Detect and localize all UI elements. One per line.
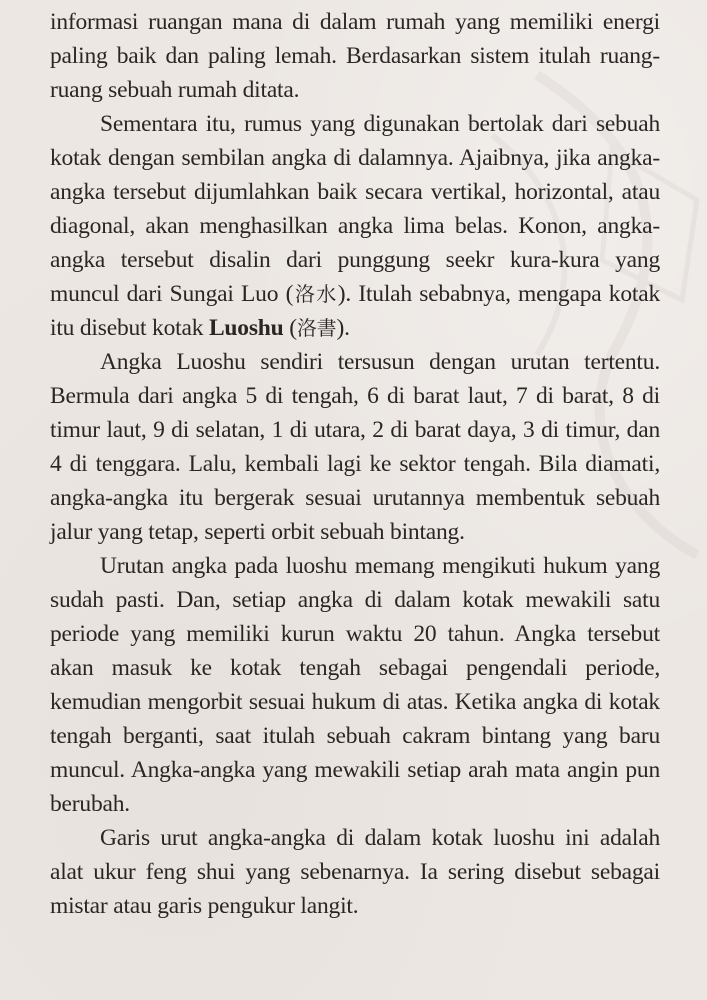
- paragraph-2-segment-5: (: [283, 315, 297, 341]
- paragraph-2-segment-3: ). Itulah sebabnya, mengapa kotak itu disebut kotak: [50, 281, 660, 341]
- paragraph-2: [50, 107, 660, 345]
- paragraph-4-segment-1: Urutan angka pada luoshu memang mengikuti hukum yang sudah pasti. Dan, setiap angka di dalam kotak mewakili satu periode yang memiliki kurun waktu 20 tahun. Angka tersebut akan masuk ke kotak tengah sebagai pengendali periode, kemudian mengorbit sesuai hukum di atas. Ketika angka di kotak tengah berganti, saat itulah sebuah cakram bintang yang baru muncul. Angka-angka yang mewakili setiap arah mata angin pun berubah.: [50, 553, 660, 817]
- paragraph-2-segment-6: 洛書: [296, 316, 337, 340]
- paragraph-2-segment-7: ).: [336, 315, 350, 341]
- paragraph-2-segment-1: Sementara itu, rumus yang digunakan bertolak dari sebuah kotak dengan sembilan angka di dalamnya. Ajaibnya, jika angka-angka tersebut dijumlahkan baik secara vertikal, horizontal, atau diagonal, akan menghasilkan angka lima belas. Konon, angka-angka tersebut disalin dari punggung seekr kura-kura yang muncul dari Sungai Luo (: [50, 111, 660, 307]
- paragraph-5: [50, 821, 660, 923]
- document-body: [50, 5, 660, 923]
- paragraph-3-segment-1: Angka Luoshu sendiri tersusun dengan urutan tertentu. Bermula dari angka 5 di tengah, 6 di barat laut, 7 di barat, 8 di timur laut, 9 di selatan, 1 di utara, 2 di barat daya, 3 di timur, dan 4 di tenggara. Lalu, kembali lagi ke sektor tengah. Bila diamati, angka-angka itu bergerak sesuai urutannya membentuk sebuah jalur yang tetap, seperti orbit sebuah bintang.: [50, 349, 660, 545]
- paragraph-1: [50, 5, 660, 107]
- paragraph-2-segment-2: 洛水: [293, 282, 338, 306]
- paragraph-5-segment-1: Garis urut angka-angka di dalam kotak luoshu ini adalah alat ukur feng shui yang sebenarnya. Ia sering disebut sebagai mistar atau garis pengukur langit.: [50, 825, 660, 919]
- paragraph-1-segment-1: informasi ruangan mana di dalam rumah yang memiliki energi paling baik dan paling lemah. Berdasarkan sistem itulah ruang-ruang sebuah rumah ditata.: [50, 9, 660, 103]
- paragraph-2-segment-4: Luoshu: [208, 315, 284, 341]
- paragraph-4: [50, 549, 660, 821]
- paragraph-3: [50, 345, 660, 549]
